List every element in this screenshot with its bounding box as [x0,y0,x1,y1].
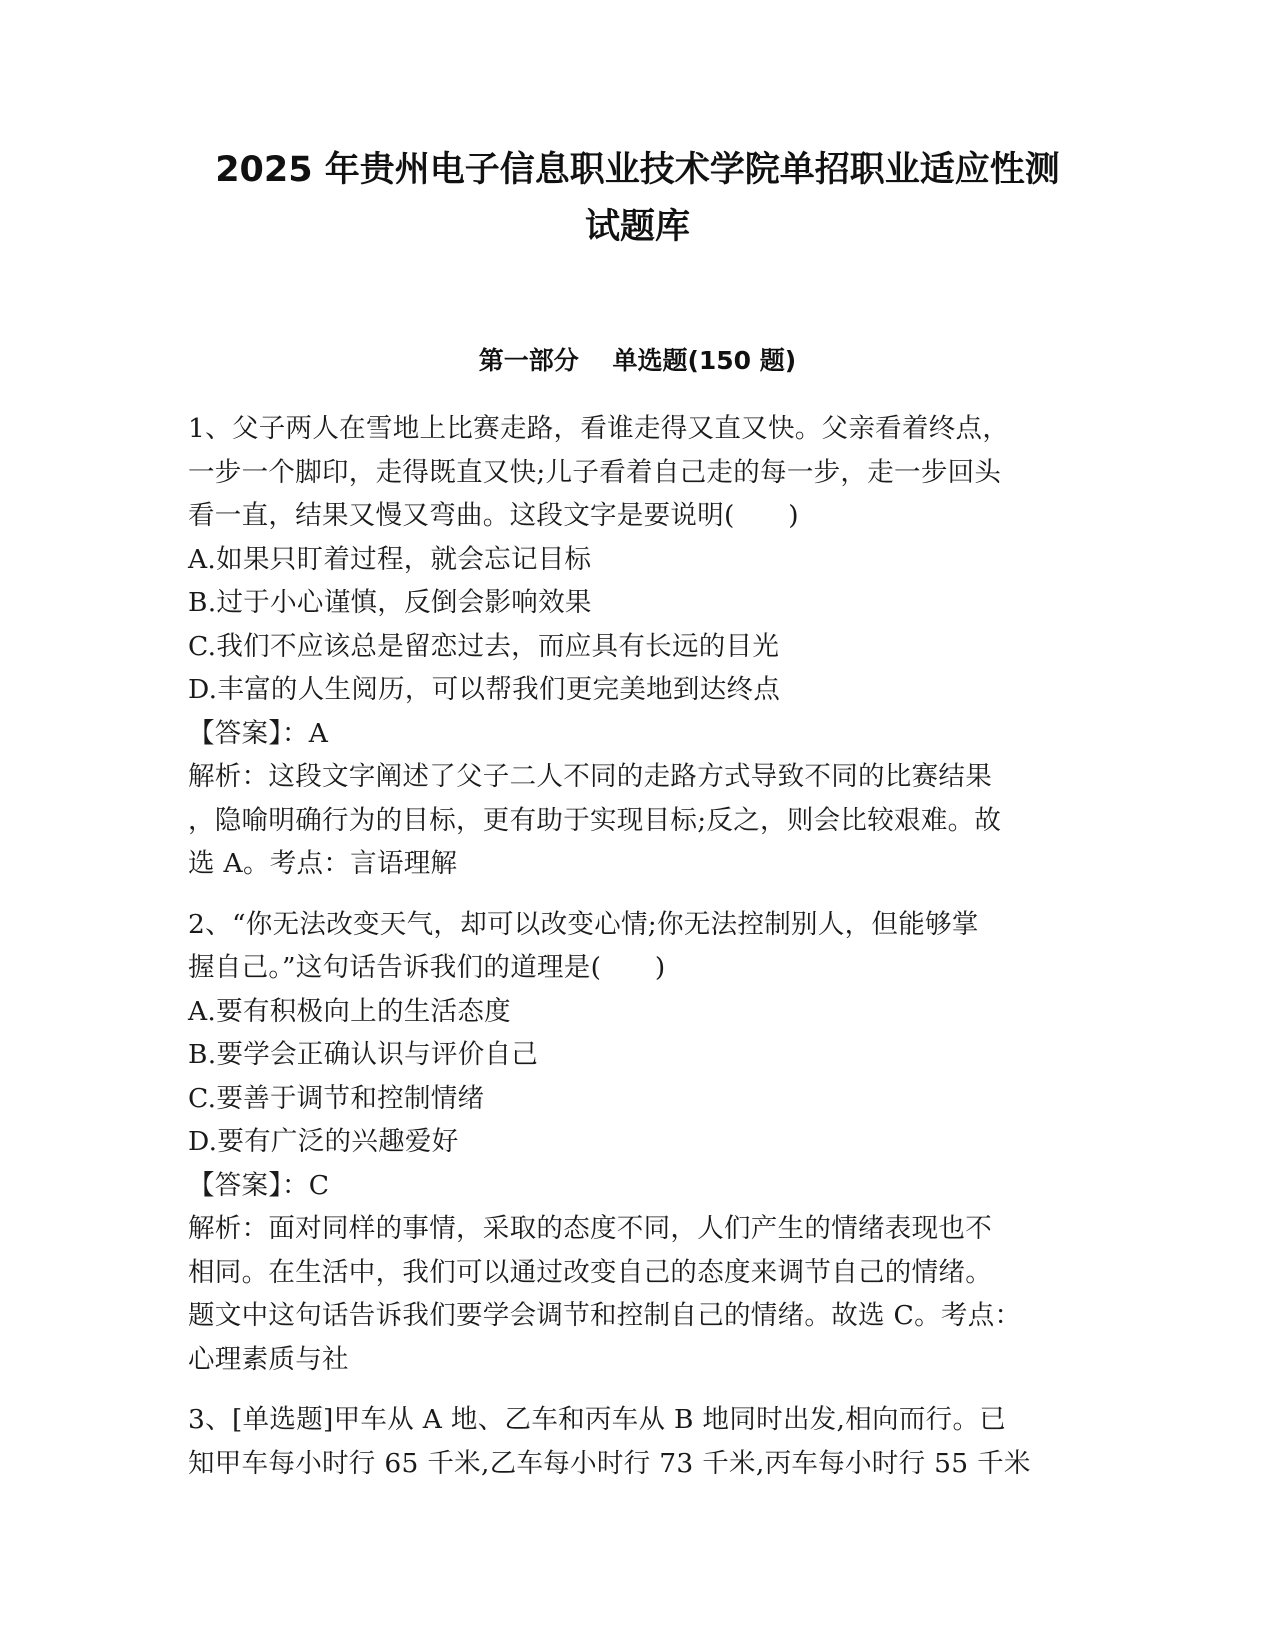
section-heading: 第一部分 单选题(150 题) [478,346,797,375]
analysis-line: ，隐喻明确行为的目标，更有助于实现目标;反之，则会比较艰难。故 [188,804,1002,836]
option-c: C.要善于调节和控制情绪 [188,1082,485,1114]
option-b: B.要学会正确认识与评价自己 [188,1039,539,1070]
option-d: D.要有广泛的兴趣爱好 [188,1126,459,1157]
question-2 [188,903,1088,1382]
analysis-line: 题文中这句话告诉我们要学会调节和控制自己的情绪。故选 C。考点： [188,1300,1022,1331]
paragraph-gap [188,886,1088,903]
analysis-line: 解析：这段文字阐述了父子二人不同的走路方式导致不同的比赛结果 [188,761,992,792]
analysis-line: 心理素质与社 [188,1343,349,1375]
question-3 [188,1398,1088,1485]
option-a: A.要有积极向上的生活态度 [188,995,511,1027]
question-stem-line: 知甲车每小时行 65 千米,乙车每小时行 73 千米,丙车每小时行 55 千米 [188,1447,1031,1479]
option-d: D.丰富的人生阅历，可以帮我们更完美地到达终点 [188,674,781,705]
question-stem-line: 看一直，结果又慢又弯曲。这段文字是要说明( ) [188,500,799,531]
question-stem-line: 3、[单选题]甲车从 A 地、乙车和丙车从 B 地同时出发,相向而行。已 [188,1404,1007,1435]
answer: 【答案】：C [188,1169,330,1201]
title-line-2: 试题库 [584,207,690,247]
paragraph-gap [188,1381,1088,1398]
option-a: A.如果只盯着过程，就会忘记目标 [188,543,592,575]
question-stem-line: 1、父子两人在雪地上比赛走路，看谁走得又直又快。父亲看着终点， [188,413,1010,444]
title-line-1: 2025 年贵州电子信息职业技术学院单招职业适应性测 [215,150,1060,190]
analysis-line: 选 A。考点：言语理解 [188,848,458,879]
option-b: B.过于小心谨慎，反倒会影响效果 [188,587,592,618]
question-list [188,407,1088,1485]
option-c: C.我们不应该总是留恋过去，而应具有长远的目光 [188,630,780,662]
question-1 [188,407,1088,886]
question-stem-line: 2、“你无法改变天气，却可以改变心情;你无法控制别人，但能够掌 [188,908,979,940]
analysis-line: 相同。在生活中，我们可以通过改变自己的态度来调节自己的情绪。 [188,1256,992,1288]
answer: 【答案】：A [188,717,329,749]
question-stem-line: 一步一个脚印，走得既直又快;儿子看着自己走的每一步，走一步回头 [188,456,1002,488]
question-stem-line: 握自己。”这句话告诉我们的道理是( ) [188,952,666,983]
document-title [150,142,1125,256]
analysis-line: 解析：面对同样的事情，采取的态度不同，人们产生的情绪表现也不 [188,1213,992,1244]
